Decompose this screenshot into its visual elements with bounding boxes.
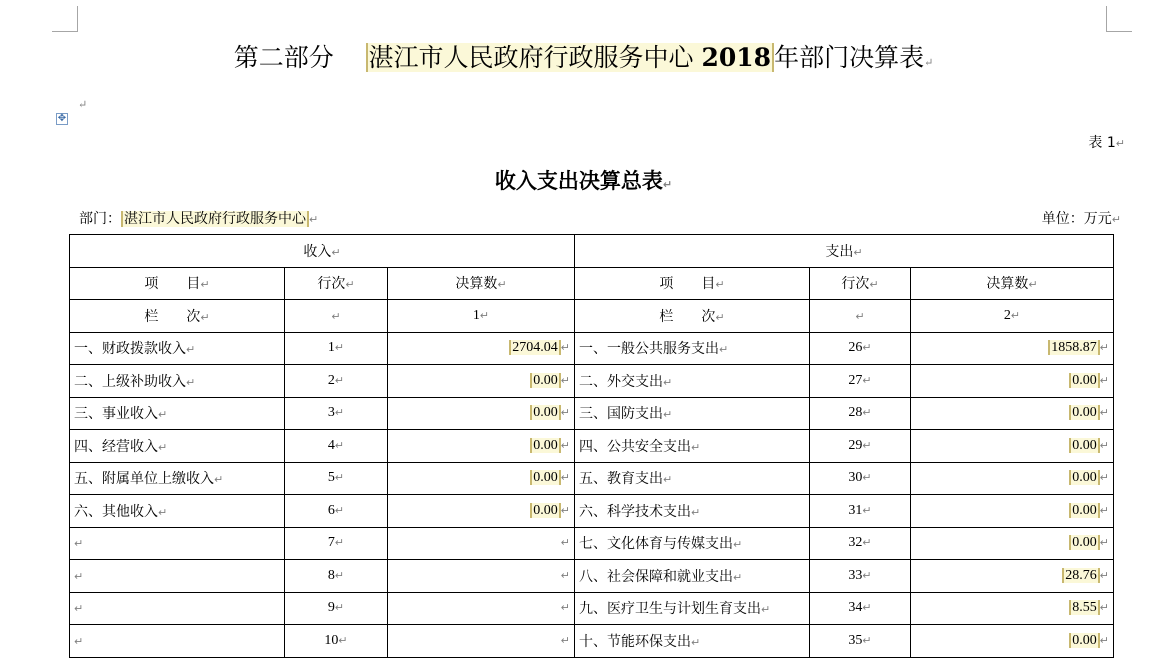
expense-item-cell: 十、节能环保支出↵ (575, 625, 810, 658)
expense-row-no-cell: 33↵ (810, 560, 911, 593)
document-title (0, 38, 1167, 74)
expense-row-no-cell: 31↵ (810, 495, 911, 528)
income-item-cell: 五、附属单位上缴收入↵ (70, 462, 285, 495)
expense-amount-cell[interactable]: 0.00 ↵ (911, 365, 1114, 398)
income-row-no-cell: 9↵ (285, 592, 388, 625)
department-line: 部门： 湛江市人民政府行政服务中心 ↵ (79, 211, 319, 227)
paragraph-mark-icon: ↵ (924, 56, 934, 69)
table-row (70, 527, 1114, 560)
income-amount-cell[interactable]: ↵ (388, 592, 575, 625)
income-amount-cell[interactable]: ↵ (388, 527, 575, 560)
expense-amount-cell[interactable]: 0.00 ↵ (911, 495, 1114, 528)
table-row (70, 332, 1114, 365)
table-row (70, 495, 1114, 528)
expense-amount-cell[interactable]: 0.00 ↵ (911, 462, 1114, 495)
expense-row-no-cell: 32↵ (810, 527, 911, 560)
col-blank-expense: ↵ (810, 300, 911, 333)
expense-item-cell: 一、一般公共服务支出↵ (575, 332, 810, 365)
expense-row-no-cell: 27↵ (810, 365, 911, 398)
expense-amount-cell[interactable]: 1858.87 ↵ (911, 332, 1114, 365)
income-row-no-cell: 2↵ (285, 365, 388, 398)
title-highlighted-field[interactable] (366, 43, 775, 72)
income-amount-cell[interactable]: ↵ (388, 560, 575, 593)
expense-item-cell: 六、科学技术支出↵ (575, 495, 810, 528)
income-amount-cell[interactable]: 0.00 ↵ (388, 430, 575, 463)
expense-item-cell: 九、医疗卫生与计划生育支出↵ (575, 592, 810, 625)
col-label-income: 栏 次↵ (70, 300, 285, 333)
expense-amount-cell[interactable]: 0.00 ↵ (911, 625, 1114, 658)
header-income-row-no: 行次↵ (285, 267, 388, 300)
table-subheader-row (70, 267, 1114, 300)
income-row-no-cell: 7↵ (285, 527, 388, 560)
expense-item-cell: 八、社会保障和就业支出↵ (575, 560, 810, 593)
page-corner-mark-top-right (1106, 6, 1132, 32)
income-item-cell: 四、经营收入↵ (70, 430, 285, 463)
header-expense-item: 项 目↵ (575, 267, 810, 300)
unit-label: 单位：万元↵ (1041, 211, 1121, 227)
expense-amount-cell[interactable]: 0.00 ↵ (911, 430, 1114, 463)
expense-item-cell: 四、公共安全支出↵ (575, 430, 810, 463)
expense-amount-cell[interactable]: 0.00 ↵ (911, 527, 1114, 560)
expense-amount-cell[interactable]: 8.55 ↵ (911, 592, 1114, 625)
department-label: 部门： (79, 211, 121, 227)
income-row-no-cell: 8↵ (285, 560, 388, 593)
income-amount-cell[interactable]: 0.00 ↵ (388, 495, 575, 528)
header-expense-amount: 决算数↵ (911, 267, 1114, 300)
col-expense-no: 2↵ (911, 300, 1114, 333)
title-year: 2018 (701, 43, 772, 72)
income-amount-cell[interactable]: 2704.04 ↵ (388, 332, 575, 365)
page-corner-mark-top-left (52, 6, 78, 32)
table-row (70, 560, 1114, 593)
income-amount-cell[interactable]: 0.00 ↵ (388, 462, 575, 495)
expense-row-no-cell: 29↵ (810, 430, 911, 463)
col-label-expense: 栏 次↵ (575, 300, 810, 333)
header-expense: 支出↵ (575, 235, 1114, 268)
header-income-item: 项 目↵ (70, 267, 285, 300)
col-income-no: 1↵ (388, 300, 575, 333)
expense-amount-cell[interactable]: 28.76 ↵ (911, 560, 1114, 593)
table-move-handle-icon[interactable]: ✥ (57, 113, 67, 124)
income-item-cell: ↵ (70, 560, 285, 593)
header-income: 收入↵ (70, 235, 575, 268)
income-item-cell: ↵ (70, 592, 285, 625)
title-suffix: 年部门决算表 (774, 43, 925, 72)
expense-row-no-cell: 30↵ (810, 462, 911, 495)
income-row-no-cell: 6↵ (285, 495, 388, 528)
table-title: 收入支出决算总表↵ (494, 169, 673, 193)
budget-summary-table (69, 234, 1114, 658)
title-prefix: 第二部分 (233, 43, 334, 72)
header-expense-row-no: 行次↵ (810, 267, 911, 300)
income-amount-cell[interactable]: 0.00 ↵ (388, 365, 575, 398)
income-item-cell: 三、事业收入↵ (70, 397, 285, 430)
expense-row-no-cell: 34↵ (810, 592, 911, 625)
title-org: 湛江市人民政府行政服务中心 (368, 43, 694, 72)
income-item-cell: ↵ (70, 625, 285, 658)
expense-row-no-cell: 35↵ (810, 625, 911, 658)
table-row (70, 397, 1114, 430)
col-blank-income: ↵ (285, 300, 388, 333)
expense-item-cell: 二、外交支出↵ (575, 365, 810, 398)
table-header-row (70, 235, 1114, 268)
income-amount-cell[interactable]: 0.00 ↵ (388, 397, 575, 430)
table-row (70, 430, 1114, 463)
department-name-field[interactable]: 湛江市人民政府行政服务中心 (121, 211, 309, 227)
income-item-cell: ↵ (70, 527, 285, 560)
expense-item-cell: 三、国防支出↵ (575, 397, 810, 430)
income-row-no-cell: 5↵ (285, 462, 388, 495)
expense-item-cell: 五、教育支出↵ (575, 462, 810, 495)
income-row-no-cell: 1↵ (285, 332, 388, 365)
table-row (70, 365, 1114, 398)
income-row-no-cell: 3↵ (285, 397, 388, 430)
paragraph-mark-icon: ↵ (78, 98, 88, 111)
income-row-no-cell: 4↵ (285, 430, 388, 463)
income-item-cell: 二、上级补助收入↵ (70, 365, 285, 398)
table-row (70, 625, 1114, 658)
income-row-no-cell: 10↵ (285, 625, 388, 658)
table-column-index-row (70, 300, 1114, 333)
income-item-cell: 六、其他收入↵ (70, 495, 285, 528)
expense-amount-cell[interactable]: 0.00 ↵ (911, 397, 1114, 430)
expense-row-no-cell: 26↵ (810, 332, 911, 365)
table-row (70, 462, 1114, 495)
header-income-amount: 决算数↵ (388, 267, 575, 300)
expense-item-cell: 七、文化体育与传媒支出↵ (575, 527, 810, 560)
income-amount-cell[interactable]: ↵ (388, 625, 575, 658)
income-item-cell: 一、财政拨款收入↵ (70, 332, 285, 365)
table-number: 表 1↵ (1088, 135, 1125, 151)
expense-row-no-cell: 28↵ (810, 397, 911, 430)
table-row (70, 592, 1114, 625)
